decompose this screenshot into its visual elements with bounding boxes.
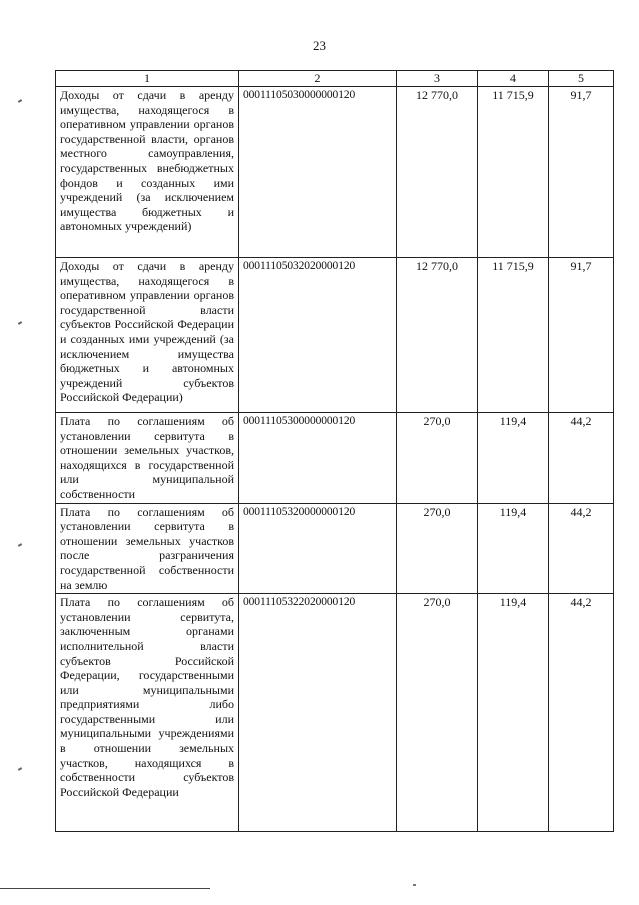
row-plan: 270,0	[397, 503, 478, 594]
table-row	[56, 87, 614, 258]
row-description: Доходы от сдачи в аренду имущества, находящегося в оперативном управлении органов государственной власти, органов местного самоуправления, государственных внебюджетных фондов и созданных ими учреждений (за исключением имущества бюджетных и автономных учреждений)	[56, 87, 239, 258]
column-header: 2	[239, 71, 397, 87]
row-actual: 11 715,9	[478, 87, 549, 258]
row-code: 00011105030000000120	[239, 87, 397, 258]
scan-mark	[18, 767, 22, 771]
table-row	[56, 594, 614, 832]
row-plan: 270,0	[397, 413, 478, 504]
row-actual: 11 715,9	[478, 258, 549, 413]
row-percent: 44,2	[549, 413, 614, 504]
header-row	[56, 71, 614, 87]
row-code: 00011105320000000120	[239, 503, 397, 594]
column-header: 3	[397, 71, 478, 87]
row-code: 00011105032020000120	[239, 258, 397, 413]
row-code: 00011105300000000120	[239, 413, 397, 504]
column-header: 1	[56, 71, 239, 87]
row-plan: 12 770,0	[397, 87, 478, 258]
table-row	[56, 258, 614, 413]
row-actual: 119,4	[478, 594, 549, 832]
column-header: 5	[549, 71, 614, 87]
table-row	[56, 503, 614, 594]
row-code: 00011105322020000120	[239, 594, 397, 832]
scan-mark	[18, 99, 22, 103]
page-number: 23	[313, 38, 326, 53]
row-description: Доходы от сдачи в аренду имущества, находящегося в оперативном управлении органов государственной власти субъектов Российской Федерации и созданных ими учреждений (за исключением имущества бюджетных и автономных учреждений субъектов Российской Федерации)	[56, 258, 239, 413]
footer-rule	[0, 888, 210, 889]
column-header: 4	[478, 71, 549, 87]
scan-mark	[18, 543, 22, 547]
row-description: Плата по соглашениям об установлении сервитута в отношении земельных участков, находящихся в государственной или муниципальной собственности	[56, 413, 239, 504]
row-percent: 91,7	[549, 258, 614, 413]
table-row	[56, 413, 614, 504]
budget-table	[55, 70, 614, 832]
row-description: Плата по соглашениям об установлении сервитута, заключенным органами исполнительной власти субъектов Российской Федерации, государственными или муниципальными предприятиями либо государственными или муниципальными учреждениями в отношении земельных участков, находящихся в собственности субъектов Российской Федерации	[56, 594, 239, 832]
row-plan: 270,0	[397, 594, 478, 832]
row-actual: 119,4	[478, 503, 549, 594]
scan-mark	[18, 321, 22, 325]
row-percent: 91,7	[549, 87, 614, 258]
row-actual: 119,4	[478, 413, 549, 504]
row-percent: 44,2	[549, 503, 614, 594]
row-plan: 12 770,0	[397, 258, 478, 413]
row-percent: 44,2	[549, 594, 614, 832]
scan-mark	[413, 884, 416, 886]
row-description: Плата по соглашениям об установлении сервитута в отношении земельных участков после разграничения государственной собственности на землю	[56, 503, 239, 594]
